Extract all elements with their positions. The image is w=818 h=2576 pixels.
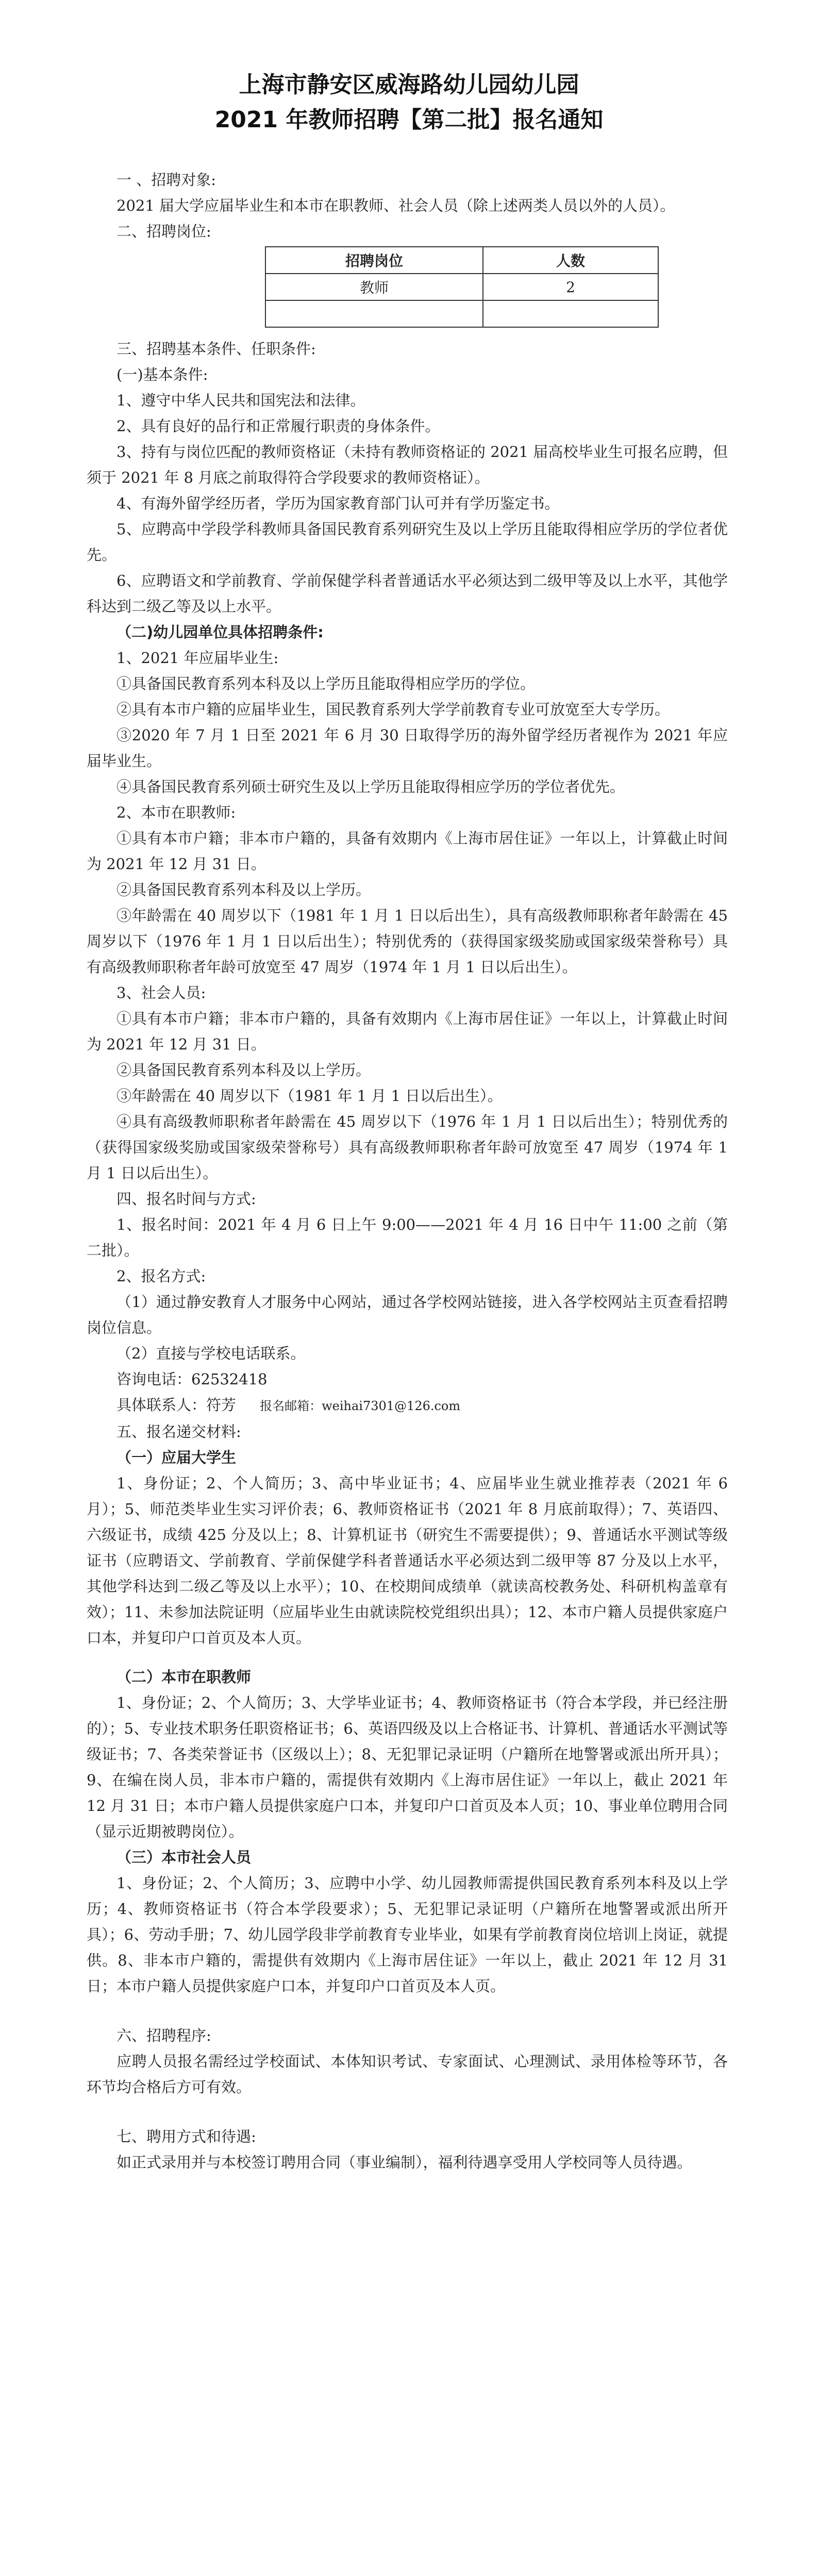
table-row bbox=[265, 300, 658, 327]
section1-heading: 一 、招聘对象: bbox=[116, 171, 216, 189]
social-condition-item: ①具有本市户籍；非本市户籍的，具备有效期内《上海市居住证》一年以上，计算截止时间为 2021 年 12 月 31 日。 bbox=[87, 1010, 728, 1053]
inservice-condition-item: ②具备国民教育系列本科及以上学历。 bbox=[116, 881, 371, 899]
section6-body: 应聘人员报名需经过学校面试、本体知识考试、专家面试、心理测试、录用体检等环节，各环节均合格后方可有效。 bbox=[87, 2053, 728, 2096]
registration-time: 1、报名时间：2021 年 4 月 6 日上午 9:00——2021 年 4 月 16 日中午 11:00 之前（第二批）。 bbox=[87, 1216, 728, 1259]
section2-heading: 二、招聘岗位: bbox=[116, 223, 211, 240]
table-header-post: 招聘岗位 bbox=[265, 247, 483, 274]
graduate-materials-heading: （一）应届大学生 bbox=[116, 1449, 237, 1466]
table-cell-count bbox=[483, 300, 658, 327]
basic-condition-item: 1、遵守中华人民共和国宪法和法律。 bbox=[116, 392, 365, 409]
section6-heading: 六、招聘程序: bbox=[116, 2027, 211, 2044]
graduate-materials-body: 1、身份证；2、个人简历；3、高中毕业证书；4、应届毕业生就业推荐表（2021 年 6 月）；5、师范类毕业生实习评价表；6、教师资格证书（2021 年 8 月底前取得）；7、英语四、六级证书，成绩 425 分及以上；8、计算机证书（研究生不需要提供）；9、普通话水平测试等级证书（应聘语文、学前教育、学前保健学科者普通话水平必须达到二级甲等 87 分及以上水平，其他学科达到二级乙等及以上水平）；10、在校期间成绩单（就读高校教务处、科研机构盖章有效）；11、未参加法院证明（应届毕业生由就读院校党组织出具）；12、本市户籍人员提供家庭户口本，并复印户口首页及本人页。 bbox=[87, 1475, 728, 1647]
table-cell-post: 教师 bbox=[265, 274, 483, 300]
social-condition-item: ②具备国民教育系列本科及以上学历。 bbox=[116, 1061, 371, 1079]
basic-condition-item: 5、应聘高中学段学科教师具备国民教育系列研究生及以上学历且能取得相应学历的学位者优先。 bbox=[87, 520, 728, 564]
section7-body: 如正式录用并与本校签订聘用合同（事业编制），福利待遇享受用人学校同等人员待遇。 bbox=[116, 2154, 692, 2171]
section7-heading: 七、聘用方式和待遇: bbox=[116, 2128, 256, 2145]
title-line-1: 上海市静安区威海路幼儿园幼儿园 bbox=[239, 72, 579, 98]
inservice-condition-item: ③年龄需在 40 周岁以下（1981 年 1 月 1 日以后出生），具有高级教师职称者年龄需在 45 周岁以下（1976 年 1 月 1 日以后出生）；特别优秀的（获得国家级奖励或国家级荣誉称号）具有高级教师职称者年龄可放宽至 47 周岁（1974 年 1 月 1 日以后出生）。 bbox=[87, 907, 728, 976]
contact-line bbox=[87, 1392, 728, 1419]
spacer bbox=[87, 1999, 728, 2023]
inservice-heading: 2、本市在职教师: bbox=[116, 804, 236, 821]
graduate-condition-item: ④具备国民教育系列硕士研究生及以上学历且能取得相应学历的学位者优先。 bbox=[116, 778, 625, 795]
positions-table bbox=[265, 246, 659, 328]
table-cell-post bbox=[265, 300, 483, 327]
social-materials-body: 1、身份证；2、个人简历；3、应聘中小学、幼儿园教师需提供国民教育系列本科及以上学历；4、教师资格证书（符合本学段要求）；5、无犯罪记录证明（户籍所在地警署或派出所开具）；6、劳动手册；7、幼儿园学段非学前教育专业毕业，如果有学前教育岗位培训上岗证，就提供。8、非本市户籍的，需提供有效期内《上海市居住证》一年以上，截止 2021 年 12 月 31 日；本市户籍人员提供家庭户口本，并复印户口首页及本人页。 bbox=[87, 1874, 728, 1995]
social-materials-heading: （三）本市社会人员 bbox=[116, 1849, 252, 1866]
graduate-condition-item: ①具备国民教育系列本科及以上学历且能取得相应学历的学位。 bbox=[116, 675, 536, 692]
basic-condition-item: 4、有海外留学经历者，学历为国家教育部门认可并有学历鉴定书。 bbox=[116, 495, 560, 512]
social-condition-item: ③年龄需在 40 周岁以下（1981 年 1 月 1 日以后出生）。 bbox=[116, 1087, 503, 1105]
inservice-materials-heading: （二）本市在职教师 bbox=[116, 1668, 252, 1686]
inservice-condition-item: ①具有本市户籍；非本市户籍的，具备有效期内《上海市居住证》一年以上，计算截止时间为 2021 年 12 月 31 日。 bbox=[87, 829, 728, 873]
spacer bbox=[87, 2100, 728, 2124]
social-heading: 3、社会人员: bbox=[116, 984, 206, 1002]
graduate-condition-item: ③2020 年 7 月 1 日至 2021 年 6 月 30 日取得学历的海外留学经历者视作为 2021 年应届毕业生。 bbox=[87, 726, 728, 770]
graduates-heading: 1、2021 年应届毕业生: bbox=[116, 649, 279, 667]
title-line-2: 2021 年教师招聘【第二批】报名通知 bbox=[214, 107, 604, 133]
section3-heading: 三、招聘基本条件、任职条件: bbox=[116, 340, 316, 358]
notice-body bbox=[87, 167, 728, 2175]
basic-conditions-heading: (一)基本条件: bbox=[116, 366, 208, 383]
registration-method-website: （1）通过静安教育人才服务中心网站，通过各学校网站链接，进入各学校网站主页查看招聘岗位信息。 bbox=[87, 1293, 728, 1336]
section1-body: 2021 届大学应届毕业生和本市在职教师、社会人员（除上述两类人员以外的人员）。 bbox=[116, 197, 675, 214]
special-conditions-heading: （二)幼儿园单位具体招聘条件: bbox=[116, 623, 324, 641]
registration-method-heading: 2、报名方式: bbox=[116, 1267, 206, 1285]
basic-condition-item: 6、应聘语文和学前教育、学前保健学科者普通话水平必须达到二级甲等及以上水平，其他学科达到二级乙等及以上水平。 bbox=[87, 572, 728, 615]
table-row bbox=[265, 274, 658, 300]
table-cell-count: 2 bbox=[483, 274, 658, 300]
registration-method-phone: （2）直接与学校电话联系。 bbox=[116, 1345, 306, 1362]
inservice-materials-body: 1、身份证；2、个人简历；3、大学毕业证书；4、教师资格证书（符合本学段，并已经注册的）；5、专业技术职务任职资格证书；6、英语四级及以上合格证书、计算机、普通话水平测试等级证书；7、各类荣誉证书（区级以上）；8、无犯罪记录证明（户籍所在地警署或派出所开具）；9、在编在岗人员，非本市户籍的，需提供有效期内《上海市居住证》一年以上，截止 2021 年 12 月 31 日；本市户籍人员提供家庭户口本，并复印户口首页及本人页；10、事业单位聘用合同（显示近期被聘岗位）。 bbox=[87, 1694, 728, 1840]
table-header-row bbox=[265, 247, 658, 274]
table-header-count: 人数 bbox=[483, 247, 658, 274]
basic-condition-item: 2、具有良好的品行和正常履行职责的身体条件。 bbox=[116, 417, 440, 435]
basic-condition-item: 3、持有与岗位匹配的教师资格证（未持有教师资格证的 2021 届高校毕业生可报名应聘，但须于 2021 年 8 月底之前取得符合学段要求的教师资格证）。 bbox=[87, 443, 728, 486]
social-condition-item: ④具有高级教师职称者年龄需在 45 周岁以下（1976 年 1 月 1 日以后出生）；特别优秀的（获得国家级奖励或国家级荣誉称号）具有高级教师职称者年龄可放宽至 47 周岁（1974 年 1 月 1 日以后出生）。 bbox=[87, 1113, 728, 1182]
contact-person: 具体联系人：符芳 bbox=[116, 1396, 237, 1414]
contact-email: 报名邮箱：weihai7301@126.com bbox=[260, 1399, 461, 1413]
spacer bbox=[87, 1651, 728, 1664]
consult-phone: 咨询电话：62532418 bbox=[116, 1370, 268, 1388]
graduate-condition-item: ②具有本市户籍的应届毕业生，国民教育系列大学学前教育专业可放宽至大专学历。 bbox=[116, 701, 670, 718]
section4-heading: 四、报名时间与方式: bbox=[116, 1190, 256, 1208]
section5-heading: 五、报名递交材料: bbox=[116, 1423, 241, 1440]
